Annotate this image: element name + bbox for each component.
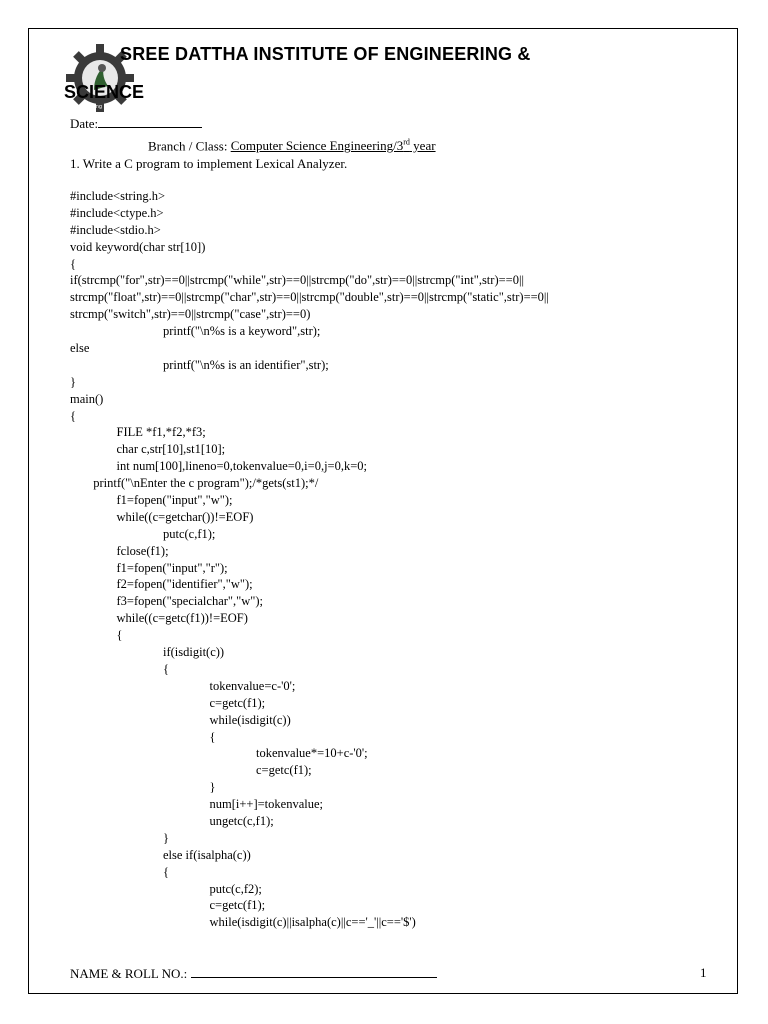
code-line: f3=fopen("specialchar","w"); — [116, 594, 263, 609]
name-roll-blank — [191, 965, 437, 978]
code-line: { — [163, 661, 169, 676]
code-line: putc(c,f1); — [163, 526, 216, 541]
name-roll-label: NAME & ROLL NO.: — [70, 966, 191, 981]
code-line: ungetc(c,f1); — [209, 813, 274, 828]
code-line: { — [70, 408, 76, 423]
code-line: { — [209, 729, 216, 744]
code-line: tokenvalue*=10+c-'0'; — [256, 746, 368, 761]
code-line: strcmp("float",str)==0||strcmp("char",str)==0||strcmp("double",str)==0||strcmp("static",str)==0|| — [70, 290, 549, 305]
code-line: tokenvalue=c-'0'; — [209, 678, 296, 693]
code-line: { — [116, 628, 123, 643]
date-field — [70, 115, 202, 132]
code-line: f1=fopen("input","w"); — [116, 493, 233, 508]
code-line: #include<string.h> — [70, 189, 165, 203]
code-line: #include<stdio.h> — [70, 222, 161, 237]
code-line: c=getc(f1); — [209, 898, 266, 913]
code-line: printf("\nEnter the c program");/*gets(st1);*/ — [93, 476, 319, 491]
code-line: while(isdigit(c)) — [209, 712, 291, 727]
code-line: if(strcmp("for",str)==0||strcmp("while",str)==0||strcmp("do",str)==0||strcmp("int",str)==0|| — [70, 273, 524, 288]
code-line: printf("\n%s is an identifier",str); — [163, 357, 329, 372]
code-line: else — [70, 341, 90, 356]
footer-name-roll — [70, 965, 437, 982]
branch-label: Branch / Class: — [148, 138, 231, 154]
code-line: if(isdigit(c)) — [163, 645, 225, 660]
code-line: { — [70, 256, 76, 271]
code-line: f1=fopen("input","r"); — [116, 560, 228, 575]
code-line: c=getc(f1); — [209, 695, 266, 710]
code-line: printf("\n%s is a keyword",str); — [163, 324, 321, 339]
branch-field — [148, 138, 436, 154]
code-line: while((c=getchar())!=EOF) — [116, 509, 254, 524]
code-line: } — [70, 374, 76, 389]
code-line: f2=fopen("identifier","w"); — [116, 577, 253, 592]
code-line: } — [163, 830, 169, 845]
code-listing — [70, 188, 549, 931]
code-line: num[i++]=tokenvalue; — [209, 797, 323, 812]
institute-title-line2: SCIENCE — [64, 82, 145, 102]
code-line: while(isdigit(c)||isalpha(c)||c=='_'||c=='$') — [209, 915, 416, 930]
code-line: strcmp("switch",str)==0||strcmp("case",str)==0) — [70, 307, 311, 322]
institute-title-line1: SREE DATTHA INSTITUTE OF ENGINEERING & — [120, 44, 531, 64]
date-label: Date: — [70, 116, 99, 131]
date-blank — [98, 115, 202, 128]
code-line: int num[100],lineno=0,tokenvalue=0,i=0,j=0,k=0; — [116, 459, 367, 474]
question-text: 1. Write a C program to implement Lexical Analyzer. — [70, 156, 348, 171]
code-line: FILE *f1,*f2,*f3; — [116, 425, 206, 440]
code-line: while((c=getc(f1))!=EOF) — [116, 611, 248, 626]
code-line: main() — [70, 391, 104, 406]
code-line: } — [209, 780, 216, 795]
code-line: void keyword(char str[10]) — [70, 239, 206, 254]
branch-value: Computer Science Engineering/3rd year — [230, 138, 436, 154]
code-line: putc(c,f2); — [209, 881, 262, 896]
code-line: #include<ctype.h> — [70, 205, 164, 220]
code-line: c=getc(f1); — [256, 763, 312, 778]
code-line: { — [163, 864, 169, 879]
logo-caption: Shaping Minds — [81, 104, 119, 110]
page-number: 1 — [700, 965, 707, 980]
code-line: else if(isalpha(c)) — [163, 847, 251, 862]
code-line: fclose(f1); — [116, 543, 169, 558]
code-line: char c,str[10],st1[10]; — [116, 442, 226, 457]
